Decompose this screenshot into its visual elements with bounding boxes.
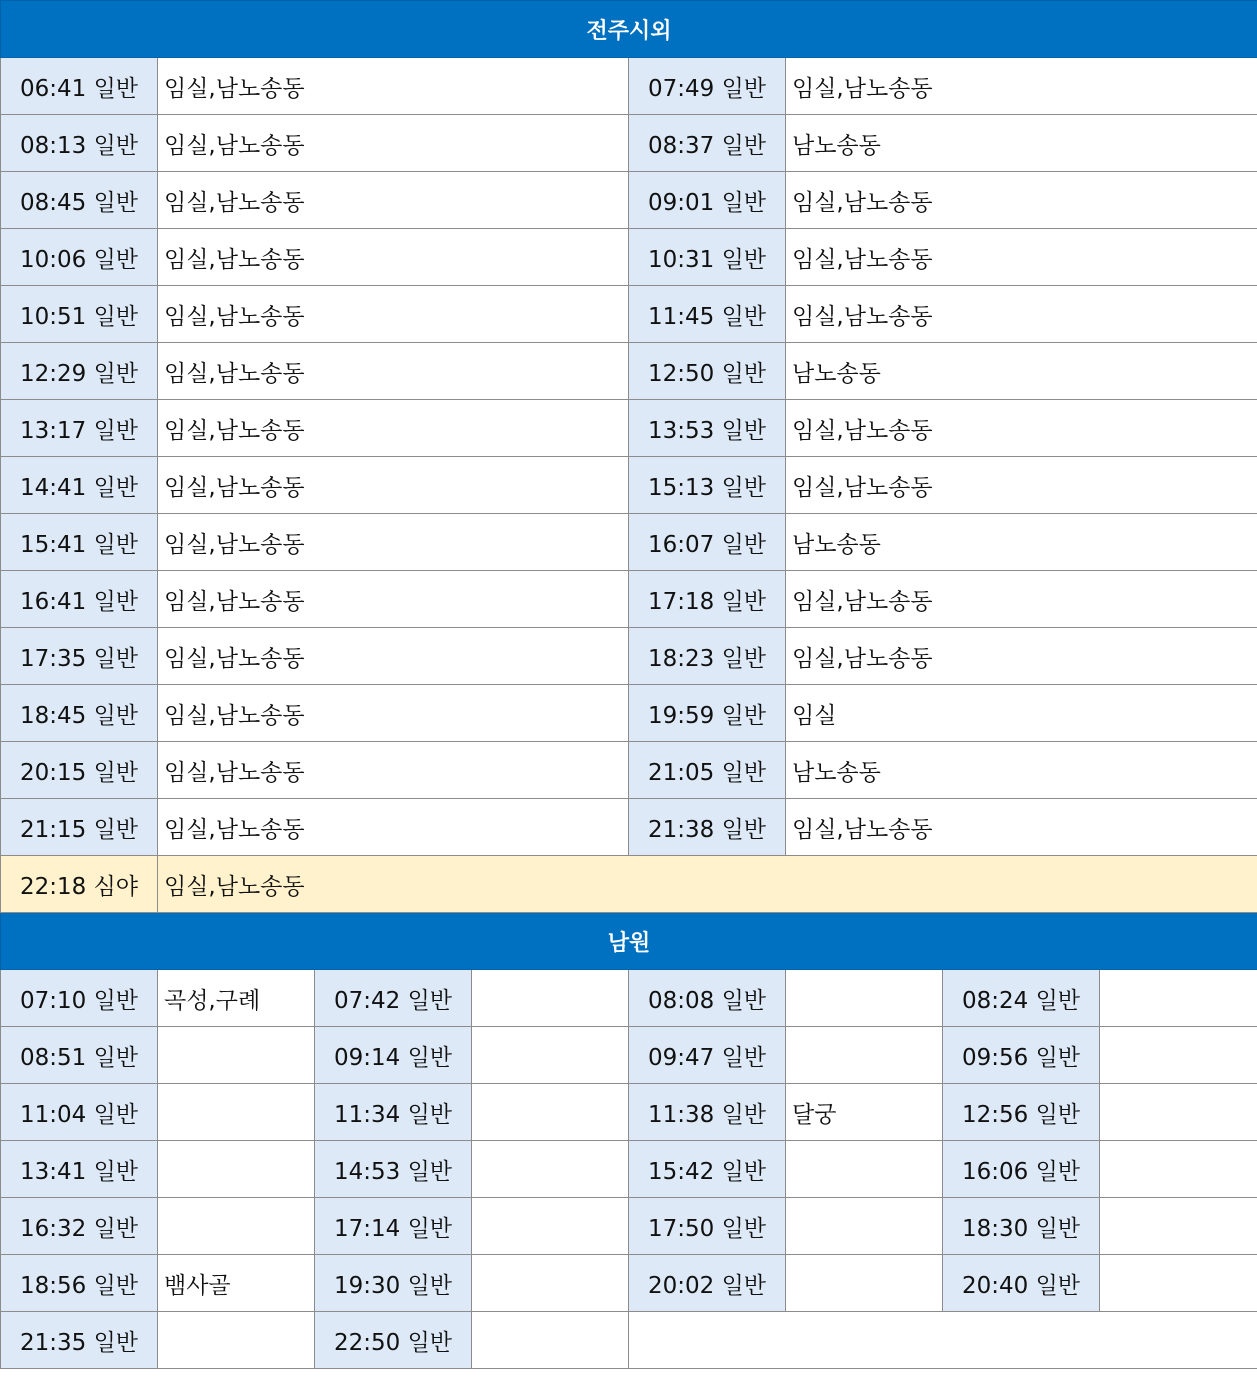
departure-time: 11:04 일반 <box>1 1084 158 1141</box>
destination: 임실,남노송동 <box>158 343 629 400</box>
departure-time: 08:08 일반 <box>629 970 786 1027</box>
departure-time: 11:34 일반 <box>315 1084 472 1141</box>
section-header-row <box>1 913 1257 970</box>
departure-time: 15:42 일반 <box>629 1141 786 1198</box>
departure-time: 16:06 일반 <box>943 1141 1100 1198</box>
departure-time: 10:06 일반 <box>1 229 158 286</box>
departure-time: 08:24 일반 <box>943 970 1100 1027</box>
destination: 뱀사골 <box>158 1255 315 1312</box>
departure-time: 13:41 일반 <box>1 1141 158 1198</box>
departure-time: 16:32 일반 <box>1 1198 158 1255</box>
table-row <box>1 799 1257 856</box>
departure-time: 17:14 일반 <box>315 1198 472 1255</box>
section-header-row <box>1 1 1257 58</box>
destination <box>158 1027 315 1084</box>
departure-time: 09:14 일반 <box>315 1027 472 1084</box>
departure-time: 08:13 일반 <box>1 115 158 172</box>
destination <box>472 1027 629 1084</box>
departure-time: 11:45 일반 <box>629 286 786 343</box>
destination: 임실,남노송동 <box>158 742 629 799</box>
departure-time: 15:41 일반 <box>1 514 158 571</box>
table-row <box>1 58 1257 115</box>
departure-time: 14:41 일반 <box>1 457 158 514</box>
table-row <box>1 115 1257 172</box>
destination <box>1100 1255 1257 1312</box>
departure-time: 08:37 일반 <box>629 115 786 172</box>
destination: 임실,남노송동 <box>786 58 1257 115</box>
empty-cell <box>629 1312 1257 1369</box>
destination: 임실,남노송동 <box>158 514 629 571</box>
departure-time: 18:23 일반 <box>629 628 786 685</box>
table-row <box>1 1141 1257 1198</box>
table-row <box>1 742 1257 799</box>
departure-time: 18:45 일반 <box>1 685 158 742</box>
departure-time: 08:45 일반 <box>1 172 158 229</box>
section-title: 전주시외 <box>1 1 1257 58</box>
destination: 임실,남노송동 <box>158 457 629 514</box>
destination <box>472 1198 629 1255</box>
destination: 남노송동 <box>786 514 1257 571</box>
destination: 남노송동 <box>786 115 1257 172</box>
destination <box>1100 1084 1257 1141</box>
destination: 임실,남노송동 <box>158 571 629 628</box>
destination <box>158 1141 315 1198</box>
destination <box>786 1141 943 1198</box>
departure-time: 21:15 일반 <box>1 799 158 856</box>
departure-time: 20:02 일반 <box>629 1255 786 1312</box>
destination: 임실,남노송동 <box>786 457 1257 514</box>
destination <box>472 1255 629 1312</box>
destination: 임실,남노송동 <box>158 115 629 172</box>
destination: 달궁 <box>786 1084 943 1141</box>
departure-time: 15:13 일반 <box>629 457 786 514</box>
table-row <box>1 400 1257 457</box>
destination: 임실,남노송동 <box>786 628 1257 685</box>
destination <box>158 1084 315 1141</box>
destination: 임실,남노송동 <box>158 229 629 286</box>
departure-time: 20:40 일반 <box>943 1255 1100 1312</box>
departure-time: 11:38 일반 <box>629 1084 786 1141</box>
destination: 임실,남노송동 <box>158 286 629 343</box>
destination: 임실,남노송동 <box>786 571 1257 628</box>
departure-time: 06:41 일반 <box>1 58 158 115</box>
destination: 임실,남노송동 <box>786 286 1257 343</box>
departure-time: 10:51 일반 <box>1 286 158 343</box>
departure-time: 10:31 일반 <box>629 229 786 286</box>
destination <box>1100 1027 1257 1084</box>
departure-time: 17:18 일반 <box>629 571 786 628</box>
departure-time: 07:42 일반 <box>315 970 472 1027</box>
departure-time: 19:59 일반 <box>629 685 786 742</box>
departure-time: 21:05 일반 <box>629 742 786 799</box>
table-row <box>1 343 1257 400</box>
destination <box>1100 970 1257 1027</box>
destination <box>472 1141 629 1198</box>
destination <box>158 1312 315 1369</box>
destination <box>472 970 629 1027</box>
destination: 곡성,구례 <box>158 970 315 1027</box>
destination: 임실,남노송동 <box>158 172 629 229</box>
table-row <box>1 229 1257 286</box>
departure-time: 18:30 일반 <box>943 1198 1100 1255</box>
destination: 임실,남노송동 <box>158 628 629 685</box>
departure-time: 07:10 일반 <box>1 970 158 1027</box>
destination: 임실,남노송동 <box>158 799 629 856</box>
table-row <box>1 571 1257 628</box>
destination <box>472 1312 629 1369</box>
departure-time: 12:56 일반 <box>943 1084 1100 1141</box>
departure-time: 08:51 일반 <box>1 1027 158 1084</box>
destination <box>786 970 943 1027</box>
destination <box>472 1084 629 1141</box>
departure-time: 09:56 일반 <box>943 1027 1100 1084</box>
departure-time: 13:17 일반 <box>1 400 158 457</box>
destination <box>1100 1198 1257 1255</box>
destination: 임실,남노송동 <box>786 400 1257 457</box>
destination: 임실,남노송동 <box>158 400 629 457</box>
departure-time: 21:35 일반 <box>1 1312 158 1369</box>
departure-time: 13:53 일반 <box>629 400 786 457</box>
departure-time: 14:53 일반 <box>315 1141 472 1198</box>
table-row <box>1 1027 1257 1084</box>
departure-time: 18:56 일반 <box>1 1255 158 1312</box>
destination <box>786 1255 943 1312</box>
departure-time: 21:38 일반 <box>629 799 786 856</box>
destination: 임실,남노송동 <box>786 799 1257 856</box>
departure-time: 22:18 심야 <box>1 856 158 913</box>
departure-time: 09:01 일반 <box>629 172 786 229</box>
destination <box>786 1027 943 1084</box>
destination <box>158 1198 315 1255</box>
departure-time: 12:29 일반 <box>1 343 158 400</box>
table-row <box>1 1198 1257 1255</box>
table-row <box>1 1084 1257 1141</box>
destination: 남노송동 <box>786 343 1257 400</box>
destination: 임실,남노송동 <box>786 172 1257 229</box>
destination: 임실,남노송동 <box>158 856 1257 913</box>
departure-time: 22:50 일반 <box>315 1312 472 1369</box>
departure-time: 19:30 일반 <box>315 1255 472 1312</box>
departure-time: 07:49 일반 <box>629 58 786 115</box>
destination: 임실,남노송동 <box>158 685 629 742</box>
destination <box>1100 1141 1257 1198</box>
destination: 임실,남노송동 <box>158 58 629 115</box>
table-row <box>1 970 1257 1027</box>
table-row <box>1 1255 1257 1312</box>
table-row <box>1 172 1257 229</box>
table-row <box>1 685 1257 742</box>
departure-time: 16:07 일반 <box>629 514 786 571</box>
destination <box>786 1198 943 1255</box>
late-night-row <box>1 856 1257 913</box>
departure-time: 20:15 일반 <box>1 742 158 799</box>
section-title: 남원 <box>1 913 1257 970</box>
departure-time: 16:41 일반 <box>1 571 158 628</box>
table-row <box>1 514 1257 571</box>
table-row <box>1 1312 1257 1369</box>
destination: 임실 <box>786 685 1257 742</box>
table-row <box>1 628 1257 685</box>
departure-time: 12:50 일반 <box>629 343 786 400</box>
departure-time: 17:50 일반 <box>629 1198 786 1255</box>
table-row <box>1 286 1257 343</box>
destination: 임실,남노송동 <box>786 229 1257 286</box>
departure-time: 09:47 일반 <box>629 1027 786 1084</box>
destination: 남노송동 <box>786 742 1257 799</box>
table-row <box>1 457 1257 514</box>
departure-time: 17:35 일반 <box>1 628 158 685</box>
